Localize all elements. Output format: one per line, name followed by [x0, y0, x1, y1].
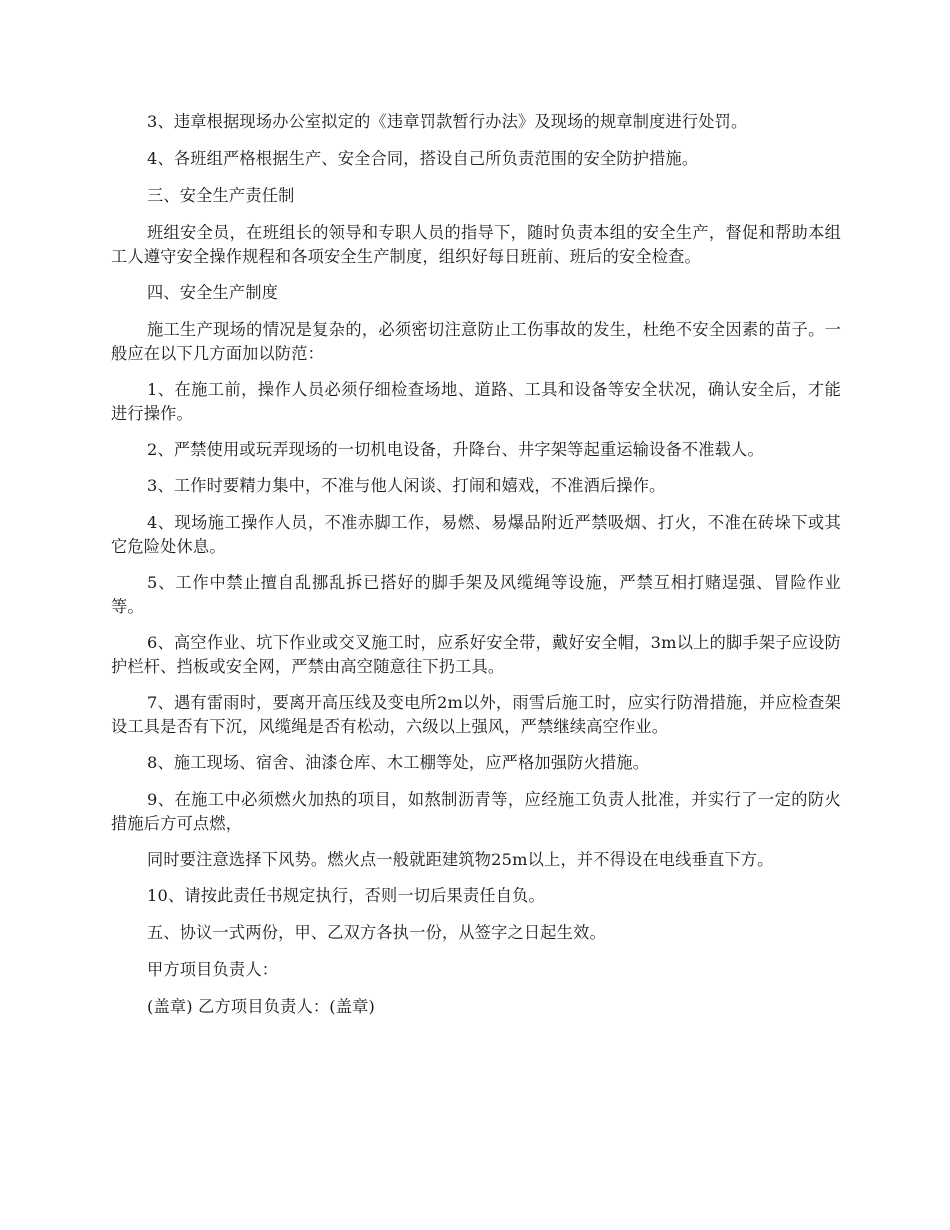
paragraph-item-5: 5、工作中禁止擅自乱挪乱拆已搭好的脚手架及风缆绳等设施，严禁互相打赌逞强、冒险作业等。	[111, 573, 841, 616]
section-heading-5: 五、协议一式两份，甲、乙双方各执一份，从签字之日起生效。	[147, 923, 606, 942]
paragraph-safety-officer: 班组安全员，在班组长的领导和专职人员的指导下，随时负责本组的安全生产，督促和帮助本组工人遵守安全操作规程和各项安全生产制度，组织好每日班前、班后的安全检查。	[111, 223, 841, 266]
party-a-signature-line: 甲方项目负责人：	[147, 960, 279, 979]
paragraph-item-3: 3、工作时要精力集中，不准与他人闲谈、打闹和嬉戏，不准酒后操作。	[147, 476, 666, 495]
paragraph-rule-3: 3、违章根据现场办公室拟定的《违章罚款暂行办法》及现场的规章制度进行处罚。	[147, 112, 748, 131]
paragraph-item-10: 10、请按此责任书规定执行，否则一切后果责任自负。	[147, 886, 545, 905]
paragraph-item-6: 6、高空作业、坑下作业或交叉施工时，应系好安全带，戴好安全帽，3m以上的脚手架子应设防护栏杆、挡板或安全网，严禁由高空随意往下扔工具。	[111, 633, 841, 676]
paragraph-item-9: 9、在施工中必须燃火加热的项目，如熬制沥青等，应经施工负责人批准，并实行了一定的防火措施后方可点燃，	[111, 790, 841, 833]
party-b-signature-line: (盖章) 乙方项目负责人：(盖章)	[147, 997, 376, 1016]
paragraph-item-9-continued: 同时要注意选择下风势。燃火点一般就距建筑物25m以上，并不得设在电线垂直下方。	[147, 850, 774, 869]
paragraph-item-1: 1、在施工前，操作人员必须仔细检查场地、道路、工具和设备等安全状况，确认安全后，才能进行操作。	[111, 380, 841, 423]
paragraph-item-7: 7、遇有雷雨时，要离开高压线及变电所2m以外，雨雪后施工时，应实行防滑措施，并应检查架设工具是否有下沉，风缆绳是否有松动，六级以上强风，严禁继续高空作业。	[111, 693, 841, 736]
paragraph-site-intro: 施工生产现场的情况是复杂的，必须密切注意防止工伤事故的发生，杜绝不安全因素的苗子。一般应在以下几方面加以防范：	[111, 320, 841, 363]
section-heading-3: 三、安全生产责任制	[147, 186, 295, 205]
section-heading-4: 四、安全生产制度	[147, 283, 279, 302]
document-body	[111, 110, 841, 1032]
paragraph-item-4: 4、现场施工操作人员，不准赤脚工作，易燃、易爆品附近严禁吸烟、打火，不准在砖垛下或其它危险处休息。	[111, 513, 841, 556]
paragraph-rule-4: 4、各班组严格根据生产、安全合同，搭设自己所负责范围的安全防护措施。	[147, 149, 699, 168]
paragraph-item-2: 2、严禁使用或玩弄现场的一切机电设备，升降台、井字架等起重运输设备不准载人。	[147, 440, 764, 459]
paragraph-item-8: 8、施工现场、宿舍、油漆仓库、木工棚等处，应严格加强防火措施。	[147, 753, 650, 772]
